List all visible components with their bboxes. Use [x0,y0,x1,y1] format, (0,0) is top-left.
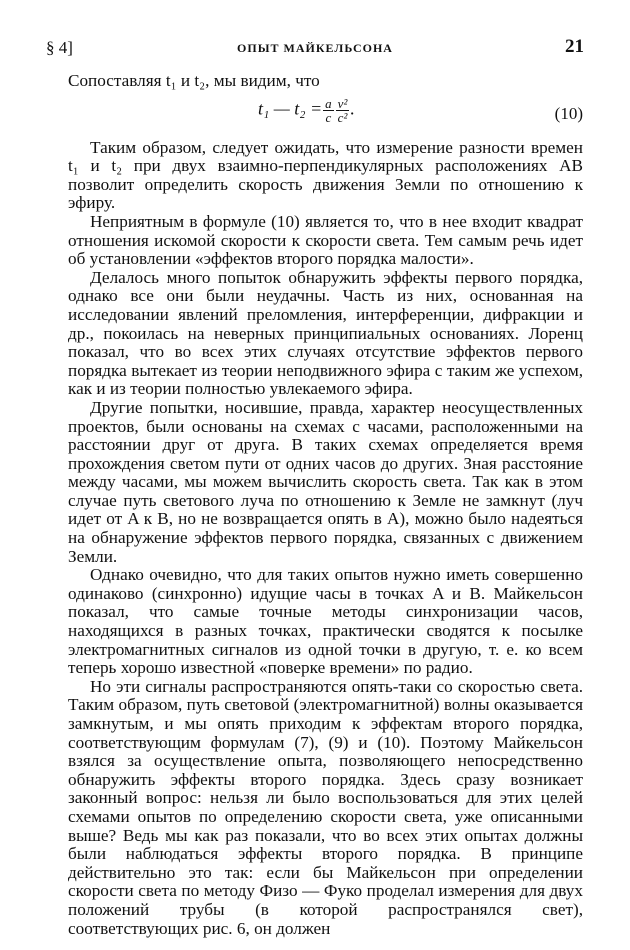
intro-line: Сопоставляя t₁ и t₂, мы видим, что [68,71,320,90]
section-marker: § 4] [46,38,73,57]
page-number: 21 [565,36,584,57]
paragraph: Таким образом, следует ожидать, что измерение разности времен t₁ и t₂ при двух взаимно-перпендикулярных расположениях AB позволит определить скорость движения Земли по отношению к эфиру. [68,137,583,213]
equation-lhs: t₁ — t₂ = [258,98,323,119]
running-header [46,38,584,60]
equation-number: (10) [554,103,583,123]
equation-formula: t₁ — t₂ = $\frac{a}{c}$ $\frac{\text{v²}}{\text{c²}}$ . [258,95,355,125]
body-text [68,72,583,938]
paragraph: Однако очевидно, что для таких опытов нужно иметь совершенно одинаково (синхронно) идущие часы в точках A и B. Майкельсон показал, что самые точные методы синхронизации часов, находящихся в разных точках, практически сводятся к посылке электромагнитных сигналов из одной точки в другую, т. е. ко всем теперь хорошо известной «поверке времени» по радио. [68,565,583,678]
fraction-v2-over-c2: $\frac{\text{v²}}{\text{c²}}$ [337,95,348,125]
paragraph: Неприятным в формуле (10) является то, что в нее входит квадрат отношения искомой скорости к скорости света. Тем самым речь идет об установлении «эффектов второго порядка малости». [68,211,583,269]
paragraph: Другие попытки, носившие, правда, характер неосуществленных проектов, были основаны на схемах с часами, расположенными на расстоянии друг от друга. В таких схемах определяется время прохождения светом пути от одних часов до других. Зная расстояние между часами, мы можем вычислить скорость света. Так как в этом случае путь светового луча по отношению к Земле не замкнут (луч идет от A к B, но не возвращается опять в A), можно было надеяться на обнаружение эффектов первого порядка, связанных с движением Земли. [68,397,583,566]
fraction-a-over-c: $\frac{a}{c}$ [325,95,332,125]
paragraph: Но эти сигналы распространяются опять-таки со скоростью света. Таким образом, путь световой (электромагнитной) волны оказывается замкнутым, и мы опять приходим к эффектам второго порядка, соответствующим формулам (7), (9) и (10). Поэтому Майкельсон взялся за осуществление опыта, позволяющего непосредственно обнаружить эффекты второго порядка. Здесь сразу возникает законный вопрос: нельзя ли было воспользоваться для этих целей схемами опытов по определению скорости света, уже описанными выше? Ведь мы как раз показали, что во всех этих опытах должны были наблюдаться эффекты второго порядка. В принципе действительно это так: если бы Майкельсон при определении скорости света по методу Физо — Фуко проделал измерения для двух положений трубы (в которой распространялся свет), соответствующих рис. 6, он должен [68,676,583,938]
running-title: ОПЫТ МАЙКЕЛЬСОНА [237,41,393,55]
equation-10 [68,91,583,139]
paragraph: Делалось много попыток обнаружить эффекты первого порядка, однако все они были неудачны. Часть из них, основанная на исследовании явлений преломления, интерференции, дифракции и др., покоилась на неверных принципиальных основаниях. Лоренц показал, что во всех этих случаях отсутствие эффектов первого порядка вытекает из теории неподвижного эфира с таким же успехом, как и из теории полностью увлекаемого эфира. [68,267,583,399]
